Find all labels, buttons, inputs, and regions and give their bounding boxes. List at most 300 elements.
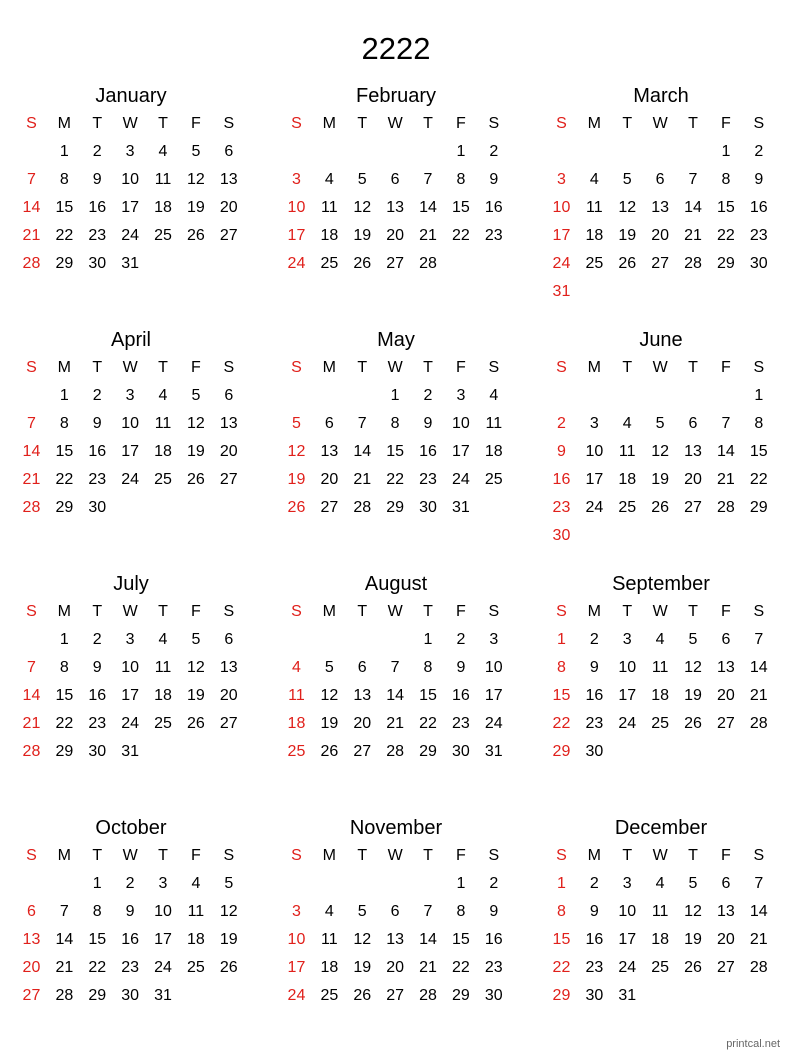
day-cell: 22 <box>55 227 74 244</box>
day-cell: 1 <box>92 875 102 892</box>
day-cell: 3 <box>622 631 632 648</box>
day-cell: 24 <box>287 987 306 1004</box>
weekday-header: T <box>688 603 698 620</box>
month-name: April <box>110 329 151 351</box>
day-cell: 3 <box>489 631 499 648</box>
day-cell: 26 <box>618 255 637 272</box>
day-cell: 29 <box>55 499 74 516</box>
day-cell: 21 <box>749 931 768 948</box>
day-cell: 18 <box>484 443 503 460</box>
day-cell: 12 <box>684 659 702 676</box>
day-cell: 27 <box>320 499 339 516</box>
weekday-header: S <box>223 603 235 620</box>
day-cell: 30 <box>88 743 107 760</box>
day-cell: 13 <box>22 931 41 948</box>
month-january <box>15 81 247 278</box>
weekday-header: M <box>57 359 71 376</box>
weekday-header: S <box>26 603 37 620</box>
day-cell: 22 <box>55 715 74 732</box>
day-cell: 7 <box>59 903 69 920</box>
day-cell: 22 <box>452 959 470 976</box>
day-cell: 10 <box>154 903 172 920</box>
day-cell: 7 <box>721 415 731 432</box>
day-cell: 26 <box>187 227 205 244</box>
day-cell: 23 <box>88 227 107 244</box>
month-grid <box>15 842 247 1010</box>
day-cell: 6 <box>224 143 234 160</box>
day-cell: 28 <box>749 715 768 732</box>
empty-cell <box>15 870 48 898</box>
day-cell: 8 <box>59 171 69 188</box>
day-cell: 23 <box>749 227 768 244</box>
day-cell: 20 <box>651 227 670 244</box>
day-cell: 30 <box>585 987 604 1004</box>
day-cell: 25 <box>618 499 637 516</box>
day-cell: 27 <box>717 959 735 976</box>
day-cell: 26 <box>320 743 339 760</box>
day-cell: 1 <box>59 387 69 404</box>
day-cell: 30 <box>419 499 437 516</box>
day-cell: 22 <box>552 959 571 976</box>
day-cell: 14 <box>386 687 405 704</box>
empty-cell <box>709 382 742 410</box>
day-cell: 17 <box>618 931 637 948</box>
month-grid <box>15 354 247 522</box>
weekday-header: S <box>291 603 302 620</box>
day-cell: 19 <box>187 443 205 460</box>
day-cell: 30 <box>749 255 768 272</box>
day-cell: 12 <box>684 903 702 920</box>
day-cell: 30 <box>552 527 571 544</box>
day-cell: 28 <box>749 959 768 976</box>
weekday-header: T <box>622 847 633 864</box>
day-cell: 29 <box>749 499 768 516</box>
month-grid <box>545 842 777 1010</box>
day-cell: 4 <box>622 415 632 432</box>
day-cell: 19 <box>287 471 306 488</box>
weekday-header: F <box>456 847 466 864</box>
month-name: February <box>355 85 437 107</box>
day-cell: 9 <box>556 443 566 460</box>
day-cell: 6 <box>721 631 731 648</box>
day-cell: 28 <box>22 499 41 516</box>
day-cell: 7 <box>688 171 698 188</box>
day-cell: 19 <box>187 687 205 704</box>
day-cell: 11 <box>154 171 172 188</box>
day-cell: 15 <box>452 931 470 948</box>
empty-cell <box>677 138 710 166</box>
month-june <box>545 325 777 550</box>
day-cell: 14 <box>353 443 372 460</box>
day-cell: 20 <box>717 687 735 704</box>
day-cell: 21 <box>749 687 768 704</box>
weekday-header: S <box>556 359 567 376</box>
day-cell: 3 <box>589 415 599 432</box>
day-cell: 12 <box>353 931 372 948</box>
day-cell: 7 <box>26 659 36 676</box>
day-cell: 7 <box>754 875 764 892</box>
day-cell: 29 <box>55 743 74 760</box>
empty-cell <box>280 138 313 166</box>
day-cell: 12 <box>219 903 238 920</box>
weekday-header: T <box>688 847 698 864</box>
empty-cell <box>379 626 412 654</box>
day-cell: 28 <box>55 987 74 1004</box>
weekday-header: T <box>357 603 368 620</box>
day-cell: 16 <box>749 199 768 216</box>
day-cell: 26 <box>219 959 238 976</box>
day-cell: 15 <box>749 443 768 460</box>
day-cell: 15 <box>55 199 74 216</box>
day-cell: 17 <box>154 931 172 948</box>
weekday-header: S <box>26 115 37 132</box>
weekday-header: W <box>122 603 138 620</box>
weekday-header: T <box>357 847 368 864</box>
empty-cell <box>313 626 346 654</box>
weekday-header: F <box>191 115 201 132</box>
day-cell: 5 <box>622 171 632 188</box>
weekday-header: W <box>387 359 403 376</box>
day-cell: 2 <box>489 875 499 892</box>
day-cell: 25 <box>154 471 172 488</box>
day-cell: 5 <box>688 875 698 892</box>
day-cell: 3 <box>125 143 135 160</box>
weekday-header: F <box>721 115 731 132</box>
day-cell: 18 <box>320 959 339 976</box>
day-cell: 15 <box>55 687 74 704</box>
day-cell: 16 <box>585 931 604 948</box>
weekday-header: F <box>456 115 466 132</box>
day-cell: 2 <box>589 875 599 892</box>
empty-cell <box>578 138 611 166</box>
day-cell: 30 <box>452 743 470 760</box>
empty-cell <box>611 382 644 410</box>
month-name: December <box>614 817 708 839</box>
day-cell: 26 <box>353 987 372 1004</box>
day-cell: 18 <box>187 931 205 948</box>
month-grid <box>280 842 512 1010</box>
weekday-header: T <box>92 359 103 376</box>
day-cell: 4 <box>158 631 168 648</box>
day-cell: 11 <box>288 687 305 704</box>
day-cell: 9 <box>754 171 764 188</box>
day-cell: 21 <box>386 715 405 732</box>
weekday-header: M <box>57 847 71 864</box>
day-cell: 31 <box>452 499 470 516</box>
day-cell: 13 <box>386 931 405 948</box>
day-cell: 5 <box>224 875 234 892</box>
day-cell: 30 <box>88 499 107 516</box>
day-cell: 27 <box>684 499 702 516</box>
day-cell: 16 <box>484 931 503 948</box>
empty-cell <box>48 870 81 898</box>
day-cell: 16 <box>88 443 107 460</box>
weekday-header: S <box>488 359 500 376</box>
day-cell: 10 <box>585 443 604 460</box>
day-cell: 25 <box>585 255 604 272</box>
day-cell: 14 <box>684 199 702 216</box>
day-cell: 5 <box>357 171 367 188</box>
weekday-header: T <box>688 359 698 376</box>
day-cell: 25 <box>154 227 172 244</box>
day-cell: 21 <box>22 471 41 488</box>
day-cell: 16 <box>585 687 604 704</box>
day-cell: 22 <box>717 227 735 244</box>
empty-cell <box>379 138 412 166</box>
day-cell: 24 <box>452 471 470 488</box>
weekday-header: M <box>587 847 601 864</box>
day-cell: 13 <box>219 659 238 676</box>
empty-cell <box>346 626 379 654</box>
day-cell: 3 <box>125 631 135 648</box>
weekday-header: T <box>158 115 168 132</box>
day-cell: 28 <box>22 743 41 760</box>
weekday-header: T <box>622 359 633 376</box>
empty-cell <box>280 870 313 898</box>
empty-cell <box>280 626 313 654</box>
day-cell: 2 <box>92 631 102 648</box>
weekday-header: F <box>456 359 466 376</box>
day-cell: 9 <box>92 415 102 432</box>
weekday-header: M <box>322 847 336 864</box>
day-cell: 8 <box>556 659 566 676</box>
weekday-header: W <box>387 847 403 864</box>
weekday-header: F <box>191 359 201 376</box>
day-cell: 17 <box>287 959 306 976</box>
day-cell: 18 <box>651 931 670 948</box>
day-cell: 13 <box>320 443 339 460</box>
day-cell: 16 <box>121 931 140 948</box>
day-cell: 28 <box>353 499 372 516</box>
empty-cell <box>346 870 379 898</box>
day-cell: 21 <box>22 715 41 732</box>
weekday-header: S <box>488 603 500 620</box>
day-cell: 12 <box>320 687 339 704</box>
empty-cell <box>545 138 578 166</box>
day-cell: 9 <box>92 171 102 188</box>
empty-cell <box>611 138 644 166</box>
day-cell: 26 <box>187 715 205 732</box>
weekday-header: S <box>753 115 765 132</box>
day-cell: 3 <box>291 903 301 920</box>
day-cell: 4 <box>655 875 665 892</box>
day-cell: 28 <box>386 743 405 760</box>
empty-cell <box>412 870 445 898</box>
day-cell: 21 <box>419 227 437 244</box>
day-cell: 18 <box>154 687 172 704</box>
day-cell: 16 <box>88 199 107 216</box>
day-cell: 13 <box>386 199 405 216</box>
weekday-header: T <box>423 847 433 864</box>
day-cell: 1 <box>456 875 466 892</box>
weekday-header: T <box>622 603 633 620</box>
day-cell: 14 <box>717 443 735 460</box>
day-cell: 23 <box>552 499 571 516</box>
day-cell: 4 <box>655 631 665 648</box>
day-cell: 30 <box>121 987 140 1004</box>
weekday-header: S <box>26 847 37 864</box>
weekday-header: S <box>556 115 567 132</box>
day-cell: 11 <box>651 659 669 676</box>
day-cell: 7 <box>26 415 36 432</box>
day-cell: 11 <box>321 199 338 216</box>
day-cell: 15 <box>55 443 74 460</box>
weekday-header: M <box>322 359 336 376</box>
weekday-header: M <box>57 603 71 620</box>
day-cell: 3 <box>125 387 135 404</box>
day-cell: 21 <box>717 471 735 488</box>
day-cell: 23 <box>484 959 503 976</box>
month-september <box>545 569 777 766</box>
weekday-header: S <box>223 847 235 864</box>
day-cell: 5 <box>357 903 367 920</box>
day-cell: 4 <box>324 903 334 920</box>
day-cell: 8 <box>456 171 466 188</box>
weekday-header: W <box>122 115 138 132</box>
day-cell: 8 <box>92 903 102 920</box>
day-cell: 21 <box>684 227 702 244</box>
day-cell: 9 <box>489 171 499 188</box>
day-cell: 22 <box>749 471 768 488</box>
day-cell: 26 <box>684 715 702 732</box>
weekday-header: W <box>652 603 668 620</box>
month-name: October <box>95 817 167 839</box>
weekday-header: W <box>652 115 668 132</box>
weekday-header: F <box>191 603 201 620</box>
weekday-header: F <box>721 359 731 376</box>
day-cell: 8 <box>390 415 400 432</box>
month-march <box>545 81 777 306</box>
day-cell: 4 <box>291 659 301 676</box>
day-cell: 9 <box>589 659 599 676</box>
day-cell: 2 <box>125 875 135 892</box>
weekday-header: W <box>122 847 138 864</box>
weekday-header: S <box>753 359 765 376</box>
day-cell: 11 <box>154 415 172 432</box>
day-cell: 12 <box>187 659 205 676</box>
day-cell: 6 <box>688 415 698 432</box>
day-cell: 2 <box>556 415 566 432</box>
day-cell: 26 <box>287 499 306 516</box>
day-cell: 18 <box>320 227 339 244</box>
day-cell: 10 <box>618 903 637 920</box>
day-cell: 14 <box>55 931 74 948</box>
empty-cell <box>313 138 346 166</box>
weekday-header: T <box>688 115 698 132</box>
day-cell: 18 <box>287 715 306 732</box>
weekday-header: M <box>587 603 601 620</box>
day-cell: 17 <box>121 199 140 216</box>
month-grid <box>545 598 777 766</box>
day-cell: 31 <box>121 743 140 760</box>
month-april <box>15 325 247 522</box>
day-cell: 6 <box>224 631 234 648</box>
weekday-header: T <box>158 603 168 620</box>
day-cell: 14 <box>749 903 768 920</box>
day-cell: 13 <box>717 659 735 676</box>
month-grid <box>545 110 777 306</box>
day-cell: 27 <box>386 987 405 1004</box>
weekday-header: T <box>158 847 168 864</box>
month-name: July <box>113 573 149 595</box>
day-cell: 30 <box>484 987 503 1004</box>
day-cell: 21 <box>22 227 41 244</box>
weekday-header: T <box>423 115 433 132</box>
day-cell: 20 <box>353 715 372 732</box>
day-cell: 24 <box>287 255 306 272</box>
day-cell: 9 <box>423 415 433 432</box>
day-cell: 28 <box>684 255 702 272</box>
day-cell: 14 <box>749 659 768 676</box>
day-cell: 15 <box>386 443 405 460</box>
day-cell: 15 <box>419 687 437 704</box>
day-cell: 22 <box>452 227 470 244</box>
day-cell: 8 <box>721 171 731 188</box>
day-cell: 17 <box>552 227 571 244</box>
day-cell: 29 <box>452 987 470 1004</box>
day-cell: 31 <box>121 255 140 272</box>
month-february <box>280 81 512 278</box>
day-cell: 4 <box>489 387 499 404</box>
day-cell: 1 <box>754 387 764 404</box>
day-cell: 24 <box>552 255 571 272</box>
weekday-header: T <box>92 847 103 864</box>
weekday-header: W <box>387 115 403 132</box>
day-cell: 17 <box>121 443 140 460</box>
day-cell: 1 <box>456 143 466 160</box>
day-cell: 27 <box>22 987 41 1004</box>
day-cell: 17 <box>452 443 470 460</box>
day-cell: 19 <box>353 227 372 244</box>
empty-cell <box>313 870 346 898</box>
day-cell: 12 <box>618 199 637 216</box>
day-cell: 12 <box>287 443 306 460</box>
day-cell: 9 <box>125 903 135 920</box>
day-cell: 10 <box>121 659 140 676</box>
day-cell: 11 <box>321 931 338 948</box>
day-cell: 20 <box>219 443 238 460</box>
day-cell: 27 <box>717 715 735 732</box>
day-cell: 1 <box>390 387 400 404</box>
day-cell: 2 <box>423 387 433 404</box>
weekday-header: F <box>721 847 731 864</box>
day-cell: 25 <box>287 743 306 760</box>
month-october <box>15 813 247 1010</box>
day-cell: 21 <box>419 959 437 976</box>
month-may <box>280 325 512 522</box>
empty-cell <box>280 382 313 410</box>
weekday-header: T <box>357 115 368 132</box>
day-cell: 30 <box>585 743 604 760</box>
month-name: May <box>377 329 415 351</box>
day-cell: 12 <box>187 171 205 188</box>
empty-cell <box>677 382 710 410</box>
day-cell: 31 <box>552 283 571 300</box>
weekday-header: S <box>556 847 567 864</box>
empty-cell <box>644 382 677 410</box>
day-cell: 6 <box>390 171 400 188</box>
day-cell: 20 <box>219 199 238 216</box>
month-name: August <box>364 573 428 595</box>
day-cell: 19 <box>353 959 372 976</box>
day-cell: 10 <box>121 415 140 432</box>
empty-cell <box>412 138 445 166</box>
day-cell: 23 <box>452 715 470 732</box>
day-cell: 22 <box>419 715 437 732</box>
day-cell: 15 <box>552 687 571 704</box>
day-cell: 3 <box>456 387 466 404</box>
day-cell: 13 <box>219 415 238 432</box>
